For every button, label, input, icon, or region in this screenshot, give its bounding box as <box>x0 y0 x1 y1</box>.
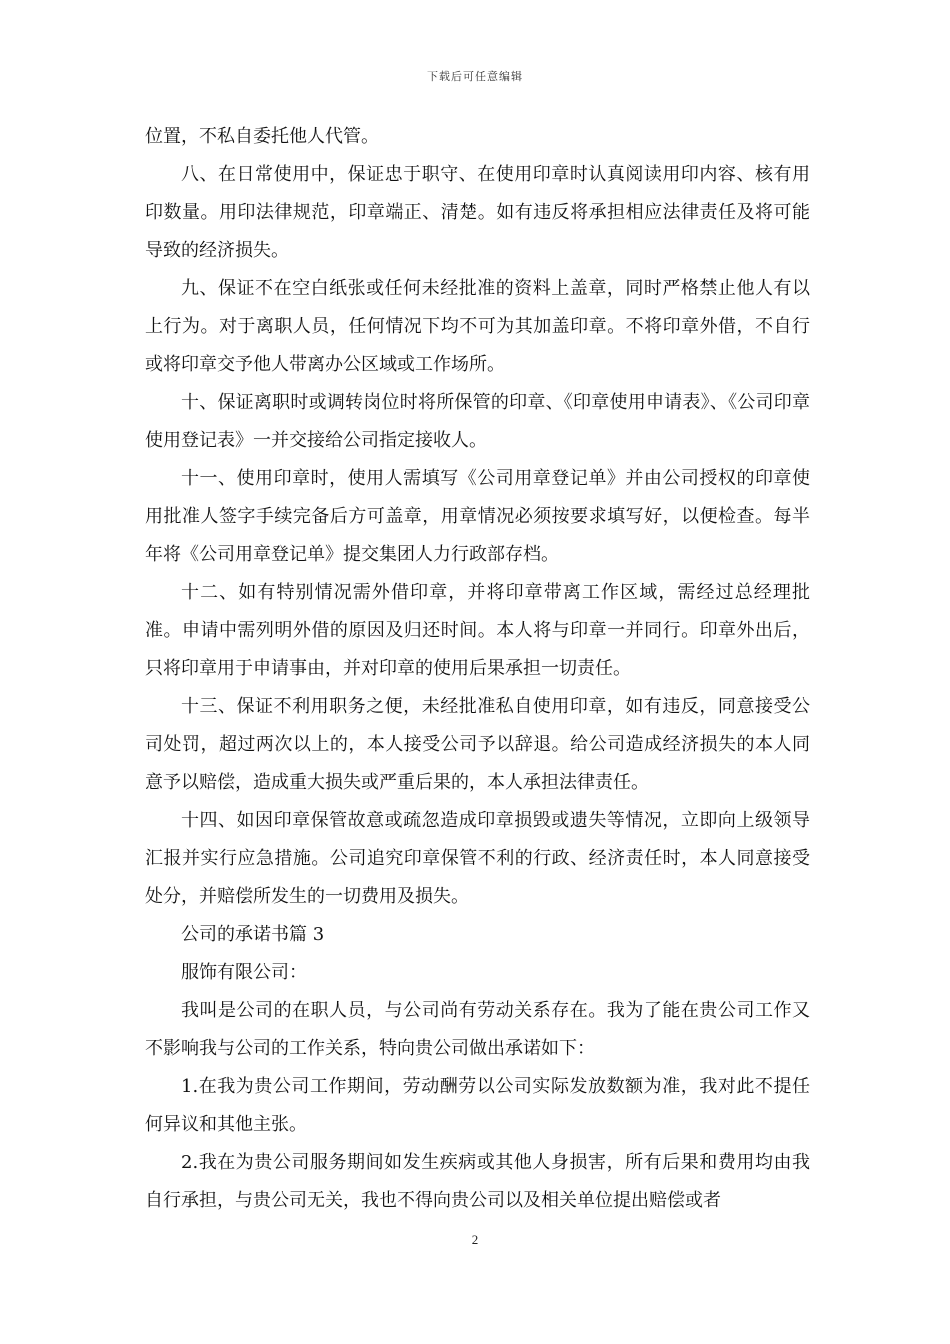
paragraph-clause-10: 十、保证离职时或调转岗位时将所保管的印章、《印章使用申请表》、《公司印章使用登记表》一并交接给公司指定接收人。 <box>145 392 810 451</box>
paragraph-clause-12: 十二、如有特别情况需外借印章，并将印章带离工作区域，需经过总经理批准。申请中需列明外借的原因及归还时间。本人将与印章一并同行。印章外出后，只将印章用于申请事由，并对印章的使用后果承担一切责任。 <box>145 582 810 679</box>
salutation: 服饰有限公司： <box>181 962 307 983</box>
paragraph-clause-13: 十三、保证不利用职务之便，未经批准私自使用印章，如有违反，同意接受公司处罚，超过两次以上的，本人接受公司予以辞退。给公司造成经济损失的本人同意予以赔偿，造成重大损失或严重后果的，本人承担法律责任。 <box>145 696 810 793</box>
section-title: 公司的承诺书篇 3 <box>181 924 325 945</box>
paragraph-intro: 我叫是公司的在职人员，与公司尚有劳动关系存在。我为了能在贵公司工作又不影响我与公司的工作关系，特向贵公司做出承诺如下： <box>145 1000 810 1059</box>
paragraph-clause-11: 十一、使用印章时，使用人需填写《公司用章登记单》并由公司授权的印章使用批准人签字手续完备后方可盖章，用章情况必须按要求填写好，以便检查。每半年将《公司用章登记单》提交集团人力行政部存档。 <box>145 468 810 565</box>
paragraph-continuation: 位置，不私自委托他人代管。 <box>145 126 379 147</box>
paragraph-item-2: 2.我在为贵公司服务期间如发生疾病或其他人身损害，所有后果和费用均由我自行承担，与贵公司无关，我也不得向贵公司以及相关单位提出赔偿或者 <box>145 1152 810 1211</box>
paragraph-clause-14: 十四、如因印章保管故意或疏忽造成印章损毁或遗失等情况，立即向上级领导汇报并实行应急措施。公司追究印章保管不利的行政、经济责任时，本人同意接受处分，并赔偿所发生的一切费用及损失。 <box>145 810 810 907</box>
paragraph-clause-8: 八、在日常使用中，保证忠于职守、在使用印章时认真阅读用印内容、核有用印数量。用印法律规范，印章端正、清楚。如有违反将承担相应法律责任及将可能导致的经济损失。 <box>145 164 810 261</box>
paragraph-clause-9: 九、保证不在空白纸张或任何未经批准的资料上盖章，同时严格禁止他人有以上行为。对于离职人员，任何情况下均不可为其加盖印章。不将印章外借，不自行或将印章交予他人带离办公区域或工作场所。 <box>145 278 810 375</box>
page-number: 2 <box>471 1232 479 1247</box>
page-header: 下载后可任意编辑 <box>427 70 523 83</box>
paragraph-item-1: 1.在我为贵公司工作期间，劳动酬劳以公司实际发放数额为准，我对此不提任何异议和其他主张。 <box>145 1076 810 1135</box>
document-body <box>145 118 810 1220</box>
